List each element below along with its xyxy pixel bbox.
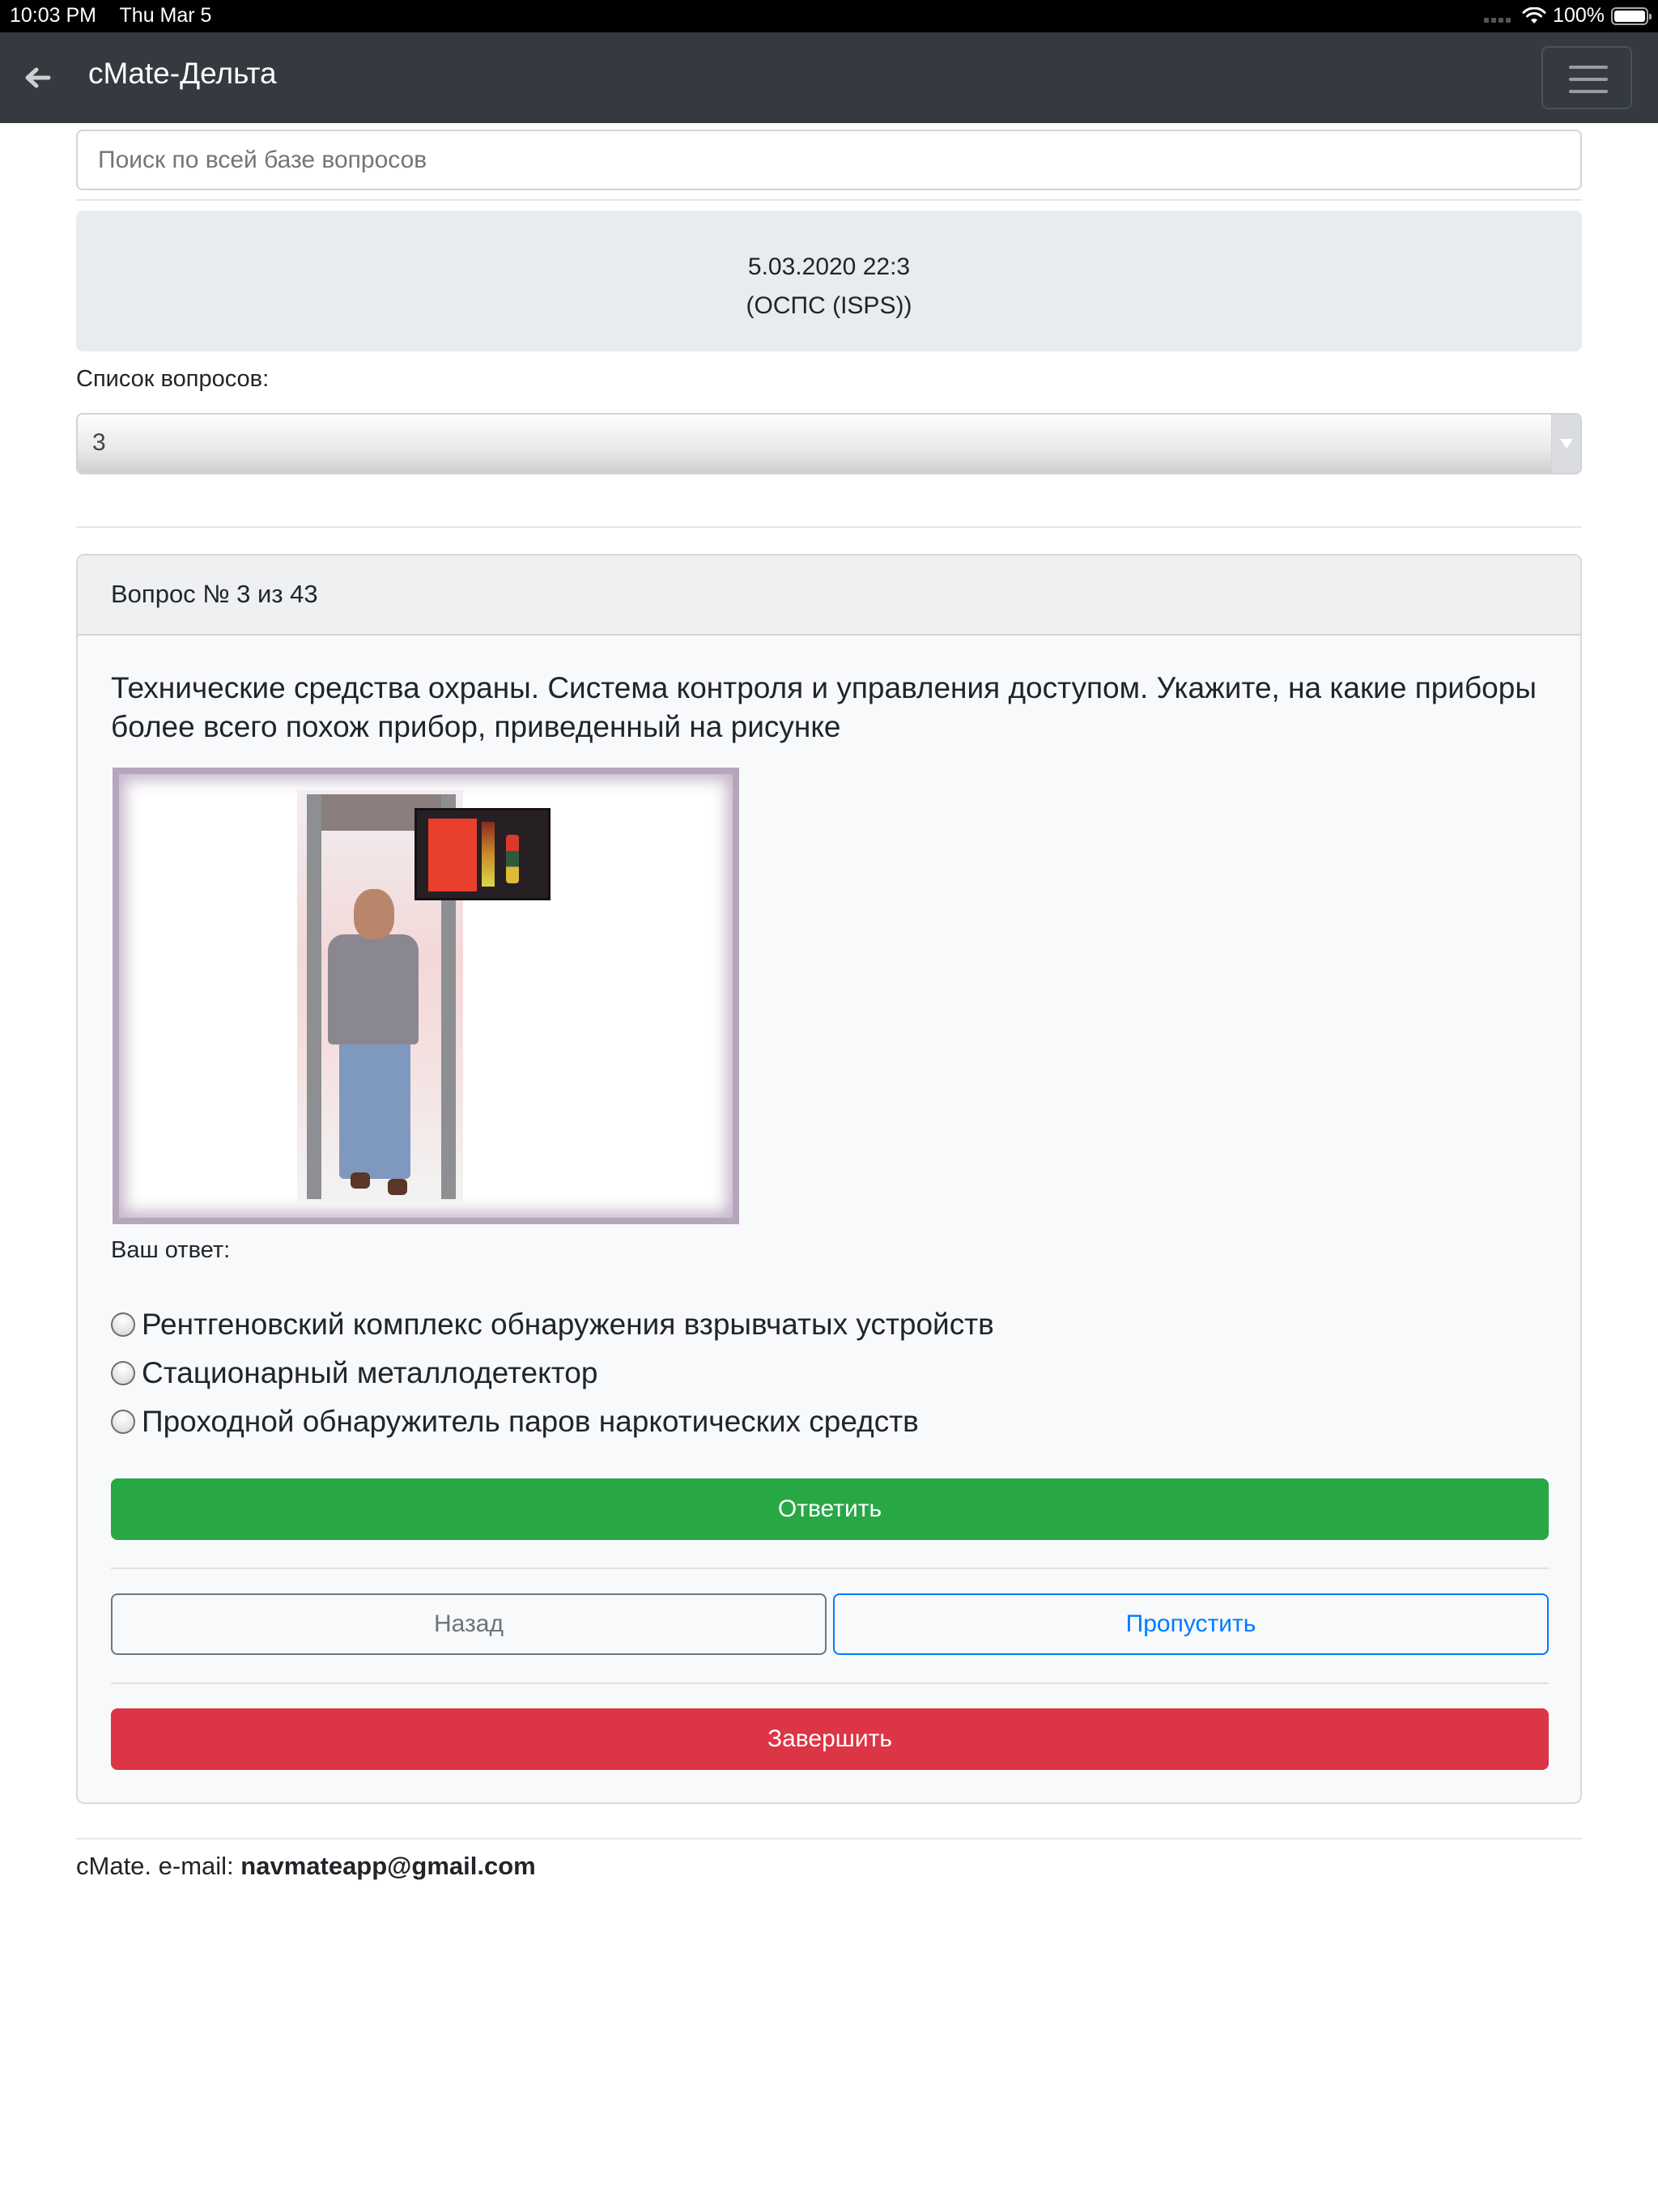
search-input[interactable] bbox=[76, 130, 1582, 190]
back-button[interactable]: Назад bbox=[111, 1593, 827, 1655]
divider bbox=[111, 1568, 1549, 1569]
battery-percent: 100% bbox=[1553, 4, 1605, 27]
status-time: 10:03 PM bbox=[10, 4, 97, 27]
answer-option-2[interactable] bbox=[111, 1349, 994, 1397]
detector-display-panel bbox=[414, 808, 551, 900]
question-text: Технические средства охраны. Система контроля и управления доступом. Укажите, на какие приборы более всего похож прибор, приведенный на рисунке bbox=[111, 671, 1537, 743]
question-card bbox=[76, 554, 1582, 1804]
answer-label: Ваш ответ: bbox=[111, 1237, 231, 1263]
question-card-header bbox=[78, 555, 1580, 636]
answer-button[interactable]: Ответить bbox=[111, 1478, 1549, 1540]
finish-button[interactable]: Завершить bbox=[111, 1708, 1549, 1770]
question-counter: Вопрос № 3 из 43 bbox=[111, 580, 318, 608]
question-list-select[interactable] bbox=[76, 413, 1582, 474]
session-datetime: 5.03.2020 22:3 bbox=[747, 253, 911, 280]
radio-button[interactable] bbox=[111, 1410, 135, 1434]
answer-option-label: Проходной обнаружитель паров наркотических средств bbox=[142, 1405, 919, 1438]
wifi-icon bbox=[1522, 7, 1546, 25]
status-date: Thu Mar 5 bbox=[119, 4, 212, 27]
answer-option-label: Рентгеновский комплекс обнаружения взрывчатых устройств bbox=[142, 1308, 994, 1341]
radio-button[interactable] bbox=[111, 1361, 135, 1385]
navbar bbox=[0, 32, 1658, 123]
footer-prefix: cMate. e-mail: bbox=[76, 1852, 241, 1880]
divider bbox=[76, 526, 1582, 528]
skip-button[interactable]: Пропустить bbox=[833, 1593, 1549, 1655]
battery-icon bbox=[1611, 7, 1648, 25]
signal-dots-icon bbox=[1484, 18, 1511, 23]
hamburger-menu-button[interactable] bbox=[1541, 46, 1632, 109]
arrow-left-icon[interactable] bbox=[21, 63, 53, 92]
status-bar bbox=[0, 0, 1658, 32]
footer bbox=[76, 1852, 1582, 1881]
answer-option-label: Стационарный металлодетектор bbox=[142, 1356, 598, 1389]
footer-email[interactable]: navmateapp@gmail.com bbox=[240, 1852, 536, 1880]
answer-options bbox=[111, 1300, 994, 1446]
divider bbox=[76, 1838, 1582, 1840]
session-info-panel bbox=[76, 211, 1582, 351]
divider bbox=[76, 199, 1582, 201]
question-image bbox=[113, 768, 739, 1224]
radio-button[interactable] bbox=[111, 1312, 135, 1337]
answer-option-1[interactable] bbox=[111, 1300, 994, 1349]
question-list-label: Список вопросов: bbox=[76, 366, 270, 392]
divider bbox=[111, 1682, 1549, 1684]
hamburger-menu-icon bbox=[1569, 66, 1608, 69]
app-title: cMate-Дельта bbox=[88, 57, 277, 90]
session-course: (ОСПС (ISPS)) bbox=[746, 292, 912, 319]
question-list-selected-value: 3 bbox=[92, 429, 106, 456]
answer-option-3[interactable] bbox=[111, 1397, 994, 1446]
chevron-down-icon bbox=[1551, 415, 1580, 473]
